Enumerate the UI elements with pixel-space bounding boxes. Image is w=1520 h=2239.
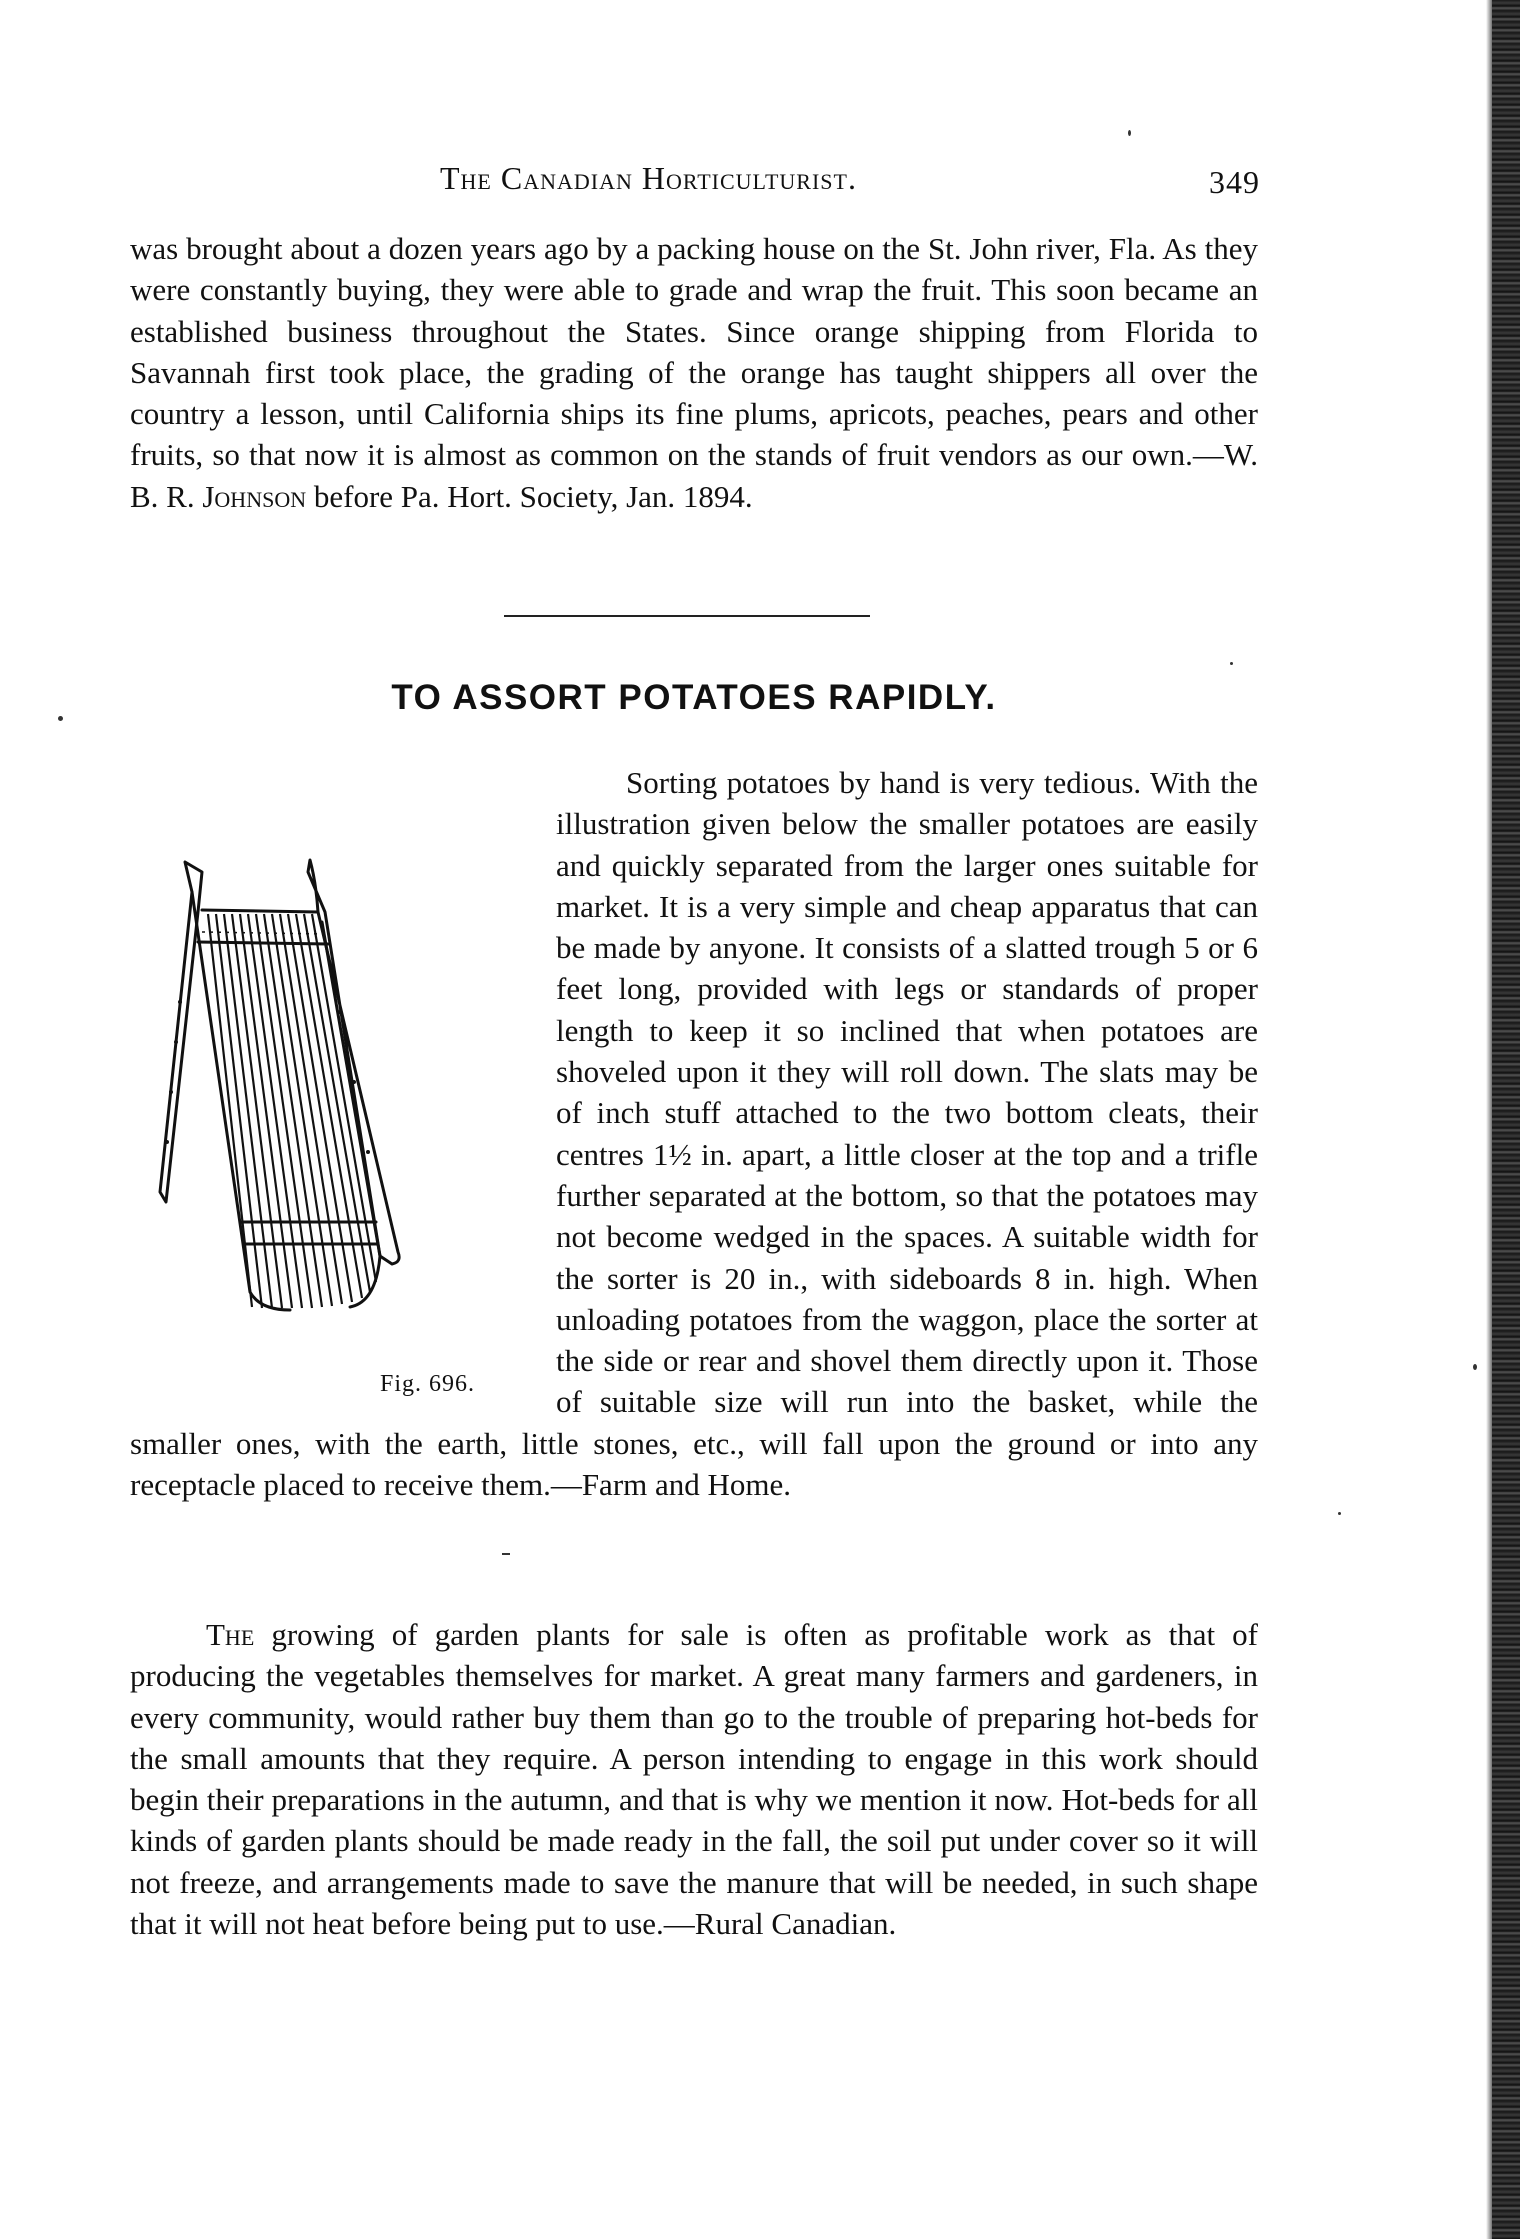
- section-divider: [504, 615, 870, 617]
- intro-text: was brought about a dozen years ago by a packing house on the St. John river, Fla. As they were constantly buying, they were able to grade and wrap the fruit. This soon became an established business throughout the States. Since orange shipping from Florida to Savannah first took place, the grading of the orange has taught shippers all over the country a lesson, until California ships its fine plums, apricots, peaches, pears and other fruits, so that now it is almost as common on the stands of fruit vendors as our own.—W. B. R.: [130, 231, 1258, 514]
- scan-speck: [58, 716, 63, 721]
- section-title: TO ASSORT POTATOES RAPIDLY.: [391, 678, 997, 717]
- intro-tail: before Pa. Hort. Society, Jan. 1894.: [306, 478, 753, 514]
- running-title: The Canadian Horticulturist.: [440, 160, 857, 196]
- intro-paragraph: [130, 228, 1258, 517]
- section-body-text: Sorting potatoes by hand is very tedious. With the illustration given below the smaller potatoes are easily and quickly separated from the larger ones suitable for market. It is a very simple and cheap apparatus that can be made by anyone. It consists of a slatted trough 5 or 6 feet long, provided with legs or standards of proper length to keep it so inclined that when potatoes are shoveled upon it they will roll down. The slats may be of inch stuff attached to the two bottom cleats, their centres 1½ in. apart, a little closer at the top and a trifle further separated at the bottom, so that the potatoes may not become wedged in the spaces. A suitable width for the sorter is 20 in., with sideboards 8 in. high. When unloading potatoes from the waggon, place the sorter at the side or rear and shovel them directly upon it. Those of suitable size will run into the basket, while the smaller ones, with the earth, little stones, etc., will fall upon the ground or into any receptacle placed to receive them.—Farm and Home.: [130, 765, 1258, 1503]
- page-number: 349: [1209, 164, 1260, 200]
- scan-speck: [1230, 662, 1233, 665]
- scanned-page-edge: [1492, 0, 1520, 2239]
- scan-speck: [502, 1553, 510, 1555]
- garden-plants-paragraph: [130, 1614, 1258, 1944]
- scan-speck: [1338, 1512, 1341, 1515]
- garden-text: growing of garden plants for sale is often as profitable work as that of producing the vegetables themselves for market. A great many farmers and gardeners, in every community, would rather buy them than go to the trouble of preparing hot-beds for the small amounts that they require. A person intending to engage in this work should begin their preparations in the autumn, and that is why we mention it now. Hot-beds for all kinds of garden plants should be made ready in the fall, the soil put under cover so it will not freeze, and arrangements made to save the manure that will be needed, in such shape that it will not heat before being put to use.—Rural Canadian.: [130, 1617, 1258, 1942]
- garden-lead: The: [206, 1617, 255, 1652]
- intro-author: Johnson: [202, 478, 307, 514]
- figure-696: [130, 844, 538, 1422]
- page-header: [136, 160, 1260, 206]
- scan-speck: [1128, 130, 1131, 136]
- potato-sorter-article: [130, 762, 1258, 1505]
- potato-sorter-illustration: [140, 852, 500, 1352]
- figure-caption: Fig. 696.: [380, 1371, 476, 1397]
- scan-speck: [1473, 1364, 1477, 1370]
